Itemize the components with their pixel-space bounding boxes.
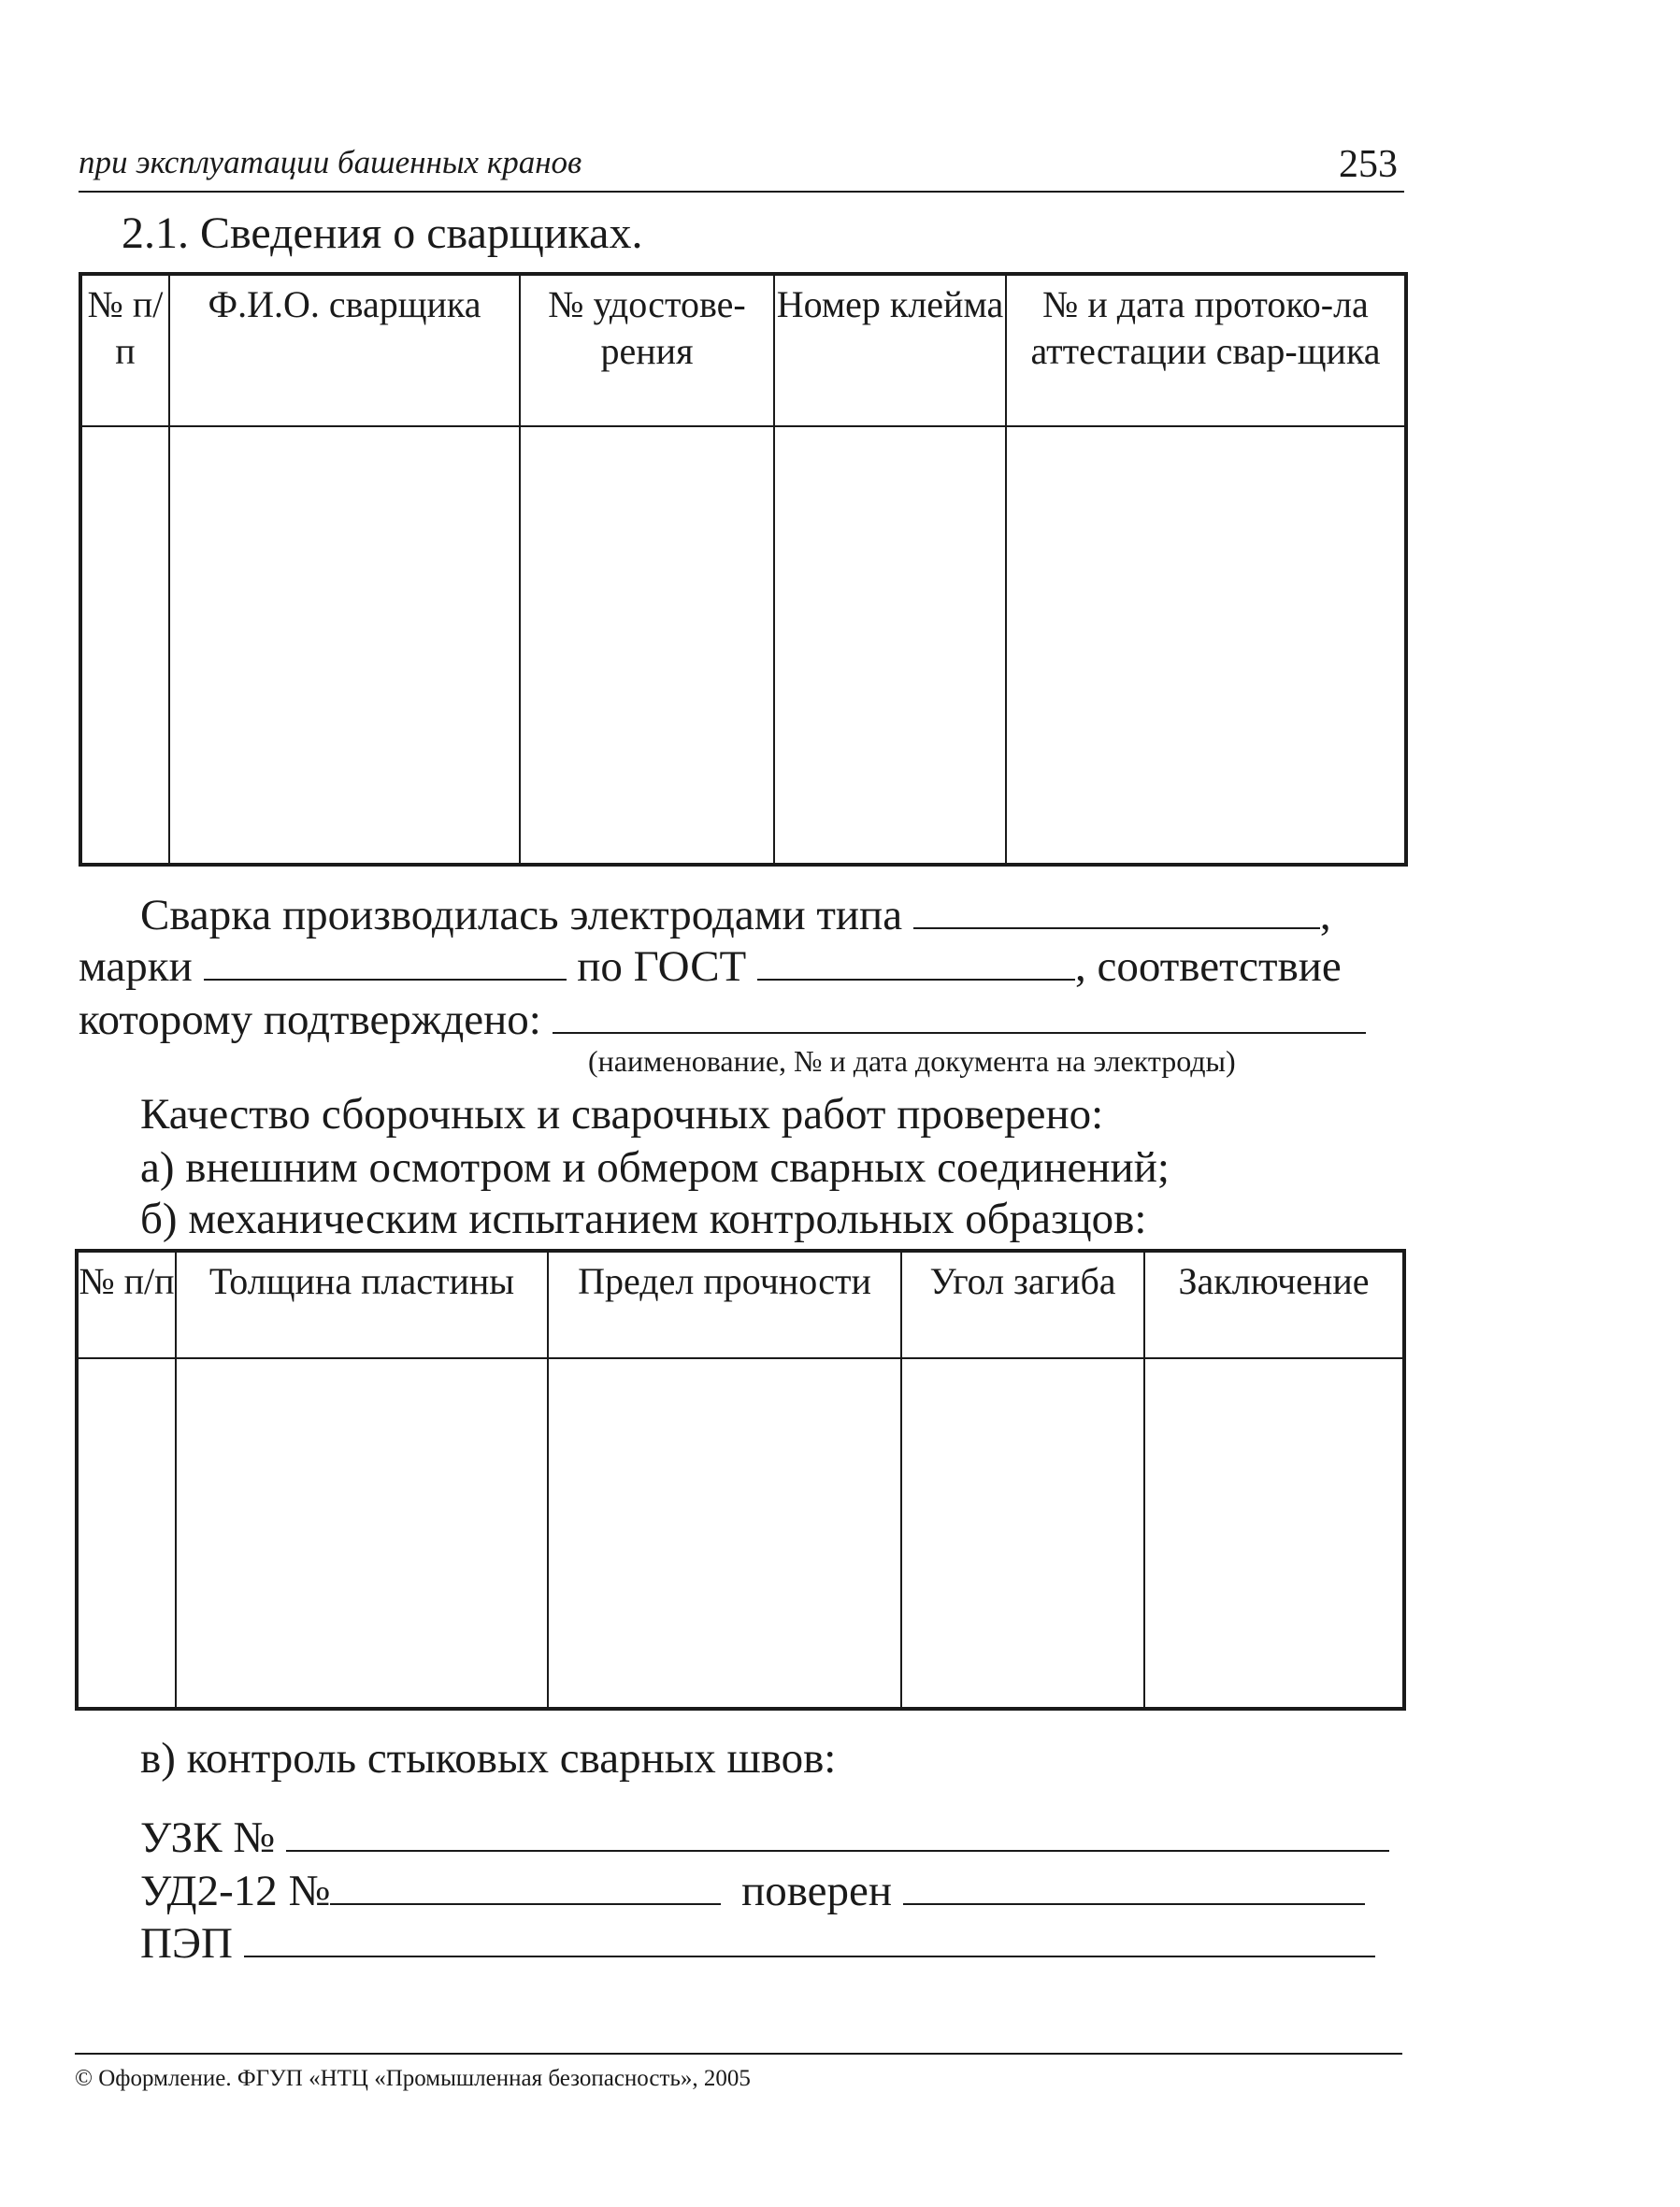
- checked-label: поверен: [741, 1867, 893, 1915]
- table-cell[interactable]: [176, 1358, 548, 1709]
- electrodes-line-3: [79, 989, 1366, 1045]
- pep-line: [140, 1913, 1375, 1969]
- table-header-row: [80, 274, 1406, 426]
- column-header: № п/п: [77, 1251, 176, 1358]
- table-cell[interactable]: [1144, 1358, 1404, 1709]
- comma: ,: [1319, 891, 1331, 939]
- field-caption: (наименование, № и дата документа на электроды): [588, 1044, 1236, 1078]
- table-cell[interactable]: [169, 426, 520, 865]
- table-cell[interactable]: [80, 426, 169, 865]
- table-cell[interactable]: [548, 1358, 901, 1709]
- column-header: № и дата протоко-ла аттестации свар-щика: [1006, 274, 1406, 426]
- table-cell[interactable]: [77, 1358, 176, 1709]
- confirmed-label: которому подтверждено:: [79, 996, 541, 1044]
- copyright-footer: © Оформление. ФГУП «НТЦ «Промышленная безопасность», 2005: [75, 2066, 751, 2091]
- column-header: Номер клейма: [774, 274, 1006, 426]
- column-header: Угол загиба: [901, 1251, 1144, 1358]
- welders-table: [79, 272, 1408, 867]
- table-header-row: [77, 1251, 1404, 1358]
- table-row: [80, 426, 1406, 865]
- electrodes-line-1: [140, 884, 1331, 940]
- quality-item-a: а) внешним осмотром и обмером сварных соединений;: [140, 1143, 1170, 1192]
- column-header: Предел прочности: [548, 1251, 901, 1358]
- column-header: Ф.И.О. сварщика: [169, 274, 520, 426]
- column-header: Заключение: [1144, 1251, 1404, 1358]
- brand-label: марки: [79, 942, 193, 991]
- checked-field[interactable]: [903, 1860, 1365, 1905]
- quality-item-b: б) механическим испытанием контрольных образцов:: [140, 1195, 1147, 1243]
- column-header: № удостове-рения: [520, 274, 774, 426]
- electrode-type-field[interactable]: [913, 884, 1320, 929]
- column-header: № п/п: [80, 274, 169, 426]
- header-rule: [79, 191, 1404, 193]
- uzk-label: УЗК №: [140, 1813, 276, 1862]
- ud-line: [140, 1860, 1365, 1916]
- ud-number-field[interactable]: [330, 1860, 721, 1905]
- brand-field[interactable]: [204, 936, 567, 981]
- table-cell[interactable]: [520, 426, 774, 865]
- section-title: 2.1. Сведения о сварщиках.: [122, 208, 643, 258]
- ud-label: УД2-12 №: [140, 1867, 331, 1915]
- electrodes-line-2: [79, 936, 1342, 992]
- table-cell[interactable]: [901, 1358, 1144, 1709]
- table-cell[interactable]: [774, 426, 1006, 865]
- gost-label: по ГОСТ: [577, 942, 747, 991]
- pep-label: ПЭП: [140, 1919, 233, 1968]
- confirmation-document-field[interactable]: [553, 989, 1366, 1034]
- quality-intro: Качество сборочных и сварочных работ проверено:: [140, 1090, 1104, 1139]
- pep-field[interactable]: [244, 1913, 1375, 1957]
- quality-item-c: в) контроль стыковых сварных швов:: [140, 1734, 837, 1783]
- gost-field[interactable]: [757, 936, 1075, 981]
- footer-rule: [75, 2053, 1402, 2055]
- page-number: 253: [1339, 143, 1398, 186]
- electrodes-type-label: Сварка производилась электродами типа: [140, 891, 903, 939]
- uzk-number-field[interactable]: [286, 1807, 1389, 1852]
- table-cell[interactable]: [1006, 426, 1406, 865]
- table-row: [77, 1358, 1404, 1709]
- running-title: при эксплуатации башенных кранов: [79, 144, 582, 180]
- conformity-label: , соответствие: [1075, 942, 1342, 991]
- column-header: Толщина пластины: [176, 1251, 548, 1358]
- uzk-line: [140, 1807, 1389, 1863]
- samples-table: [75, 1249, 1406, 1711]
